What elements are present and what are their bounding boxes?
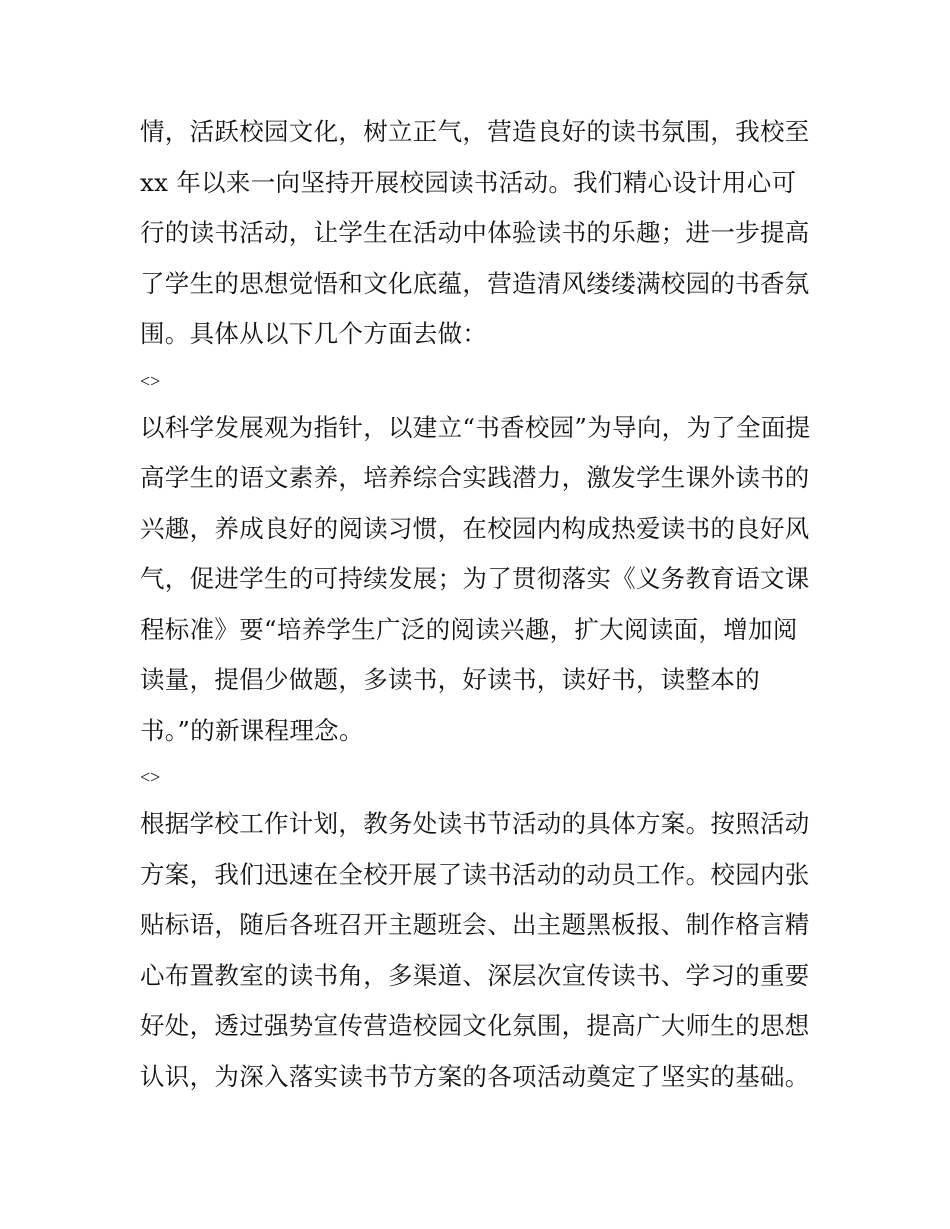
text-line: 方案，我们迅速在全校开展了读书活动的动员工作。校园内张 (140, 859, 810, 889)
text-line: 行的读书活动，让学生在活动中体验读书的乐趣；进一步提高 (140, 218, 810, 247)
text-line: 兴趣，养成良好的阅读习惯，在校园内构成热爱读书的良好风 (140, 513, 810, 543)
section-marker: <> (140, 370, 161, 391)
text-line: 以科学发展观为指针，以建立“书香校园”为导向，为了全面提 (140, 412, 811, 442)
text-line: 根据学校工作计划，教务处读书节活动的具体方案。按照活动 (140, 809, 810, 838)
paragraph-guiding-idea (140, 403, 820, 757)
paragraph-intro (140, 107, 820, 360)
text-line: 围。具体从以下几个方面去做： (140, 319, 488, 348)
section-marker: <> (140, 767, 161, 787)
text-line: 程标准》要“培养学生广泛的阅读兴趣，扩大阅读面，增加阅 (140, 614, 798, 644)
text-line: 高学生的语文素养，培养综合实践潜力，激发学生课外读书的 (140, 463, 810, 492)
paragraph-mobilization (140, 799, 820, 1102)
text-line: 读量，提倡少做题，多读书，好读书，读好书，读整本的 (140, 665, 760, 694)
text-line: 心布置教室的读书角，多渠道、深层次宣传读书、学习的重要 (140, 960, 810, 990)
text-line: 好处，透过强势宣传营造校园文化氛围，提高广大师生的思想 (140, 1011, 810, 1040)
text-line: 认识，为深入落实读书节方案的各项活动奠定了坚实的基础。 (140, 1061, 810, 1091)
text-line: 了学生的思想觉悟和文化底蕴，营造清风缕缕满校园的书香氛 (140, 268, 810, 298)
text-line: 贴标语，随后各班召开主题班会、出主题黑板报、制作格言精 (140, 910, 810, 939)
text-line: 书。”的新课程理念。 (140, 715, 364, 745)
document-body (140, 107, 820, 1102)
text-line: xx 年以来一向坚持开展校园读书活动。我们精心设计用心可 (140, 167, 797, 197)
text-line: 情，活跃校园文化，树立正气，营造良好的读书氛围，我校至 (140, 117, 810, 146)
text-line: 气，促进学生的可持续发展；为了贯彻落实《义务教育语文课 (140, 564, 810, 593)
